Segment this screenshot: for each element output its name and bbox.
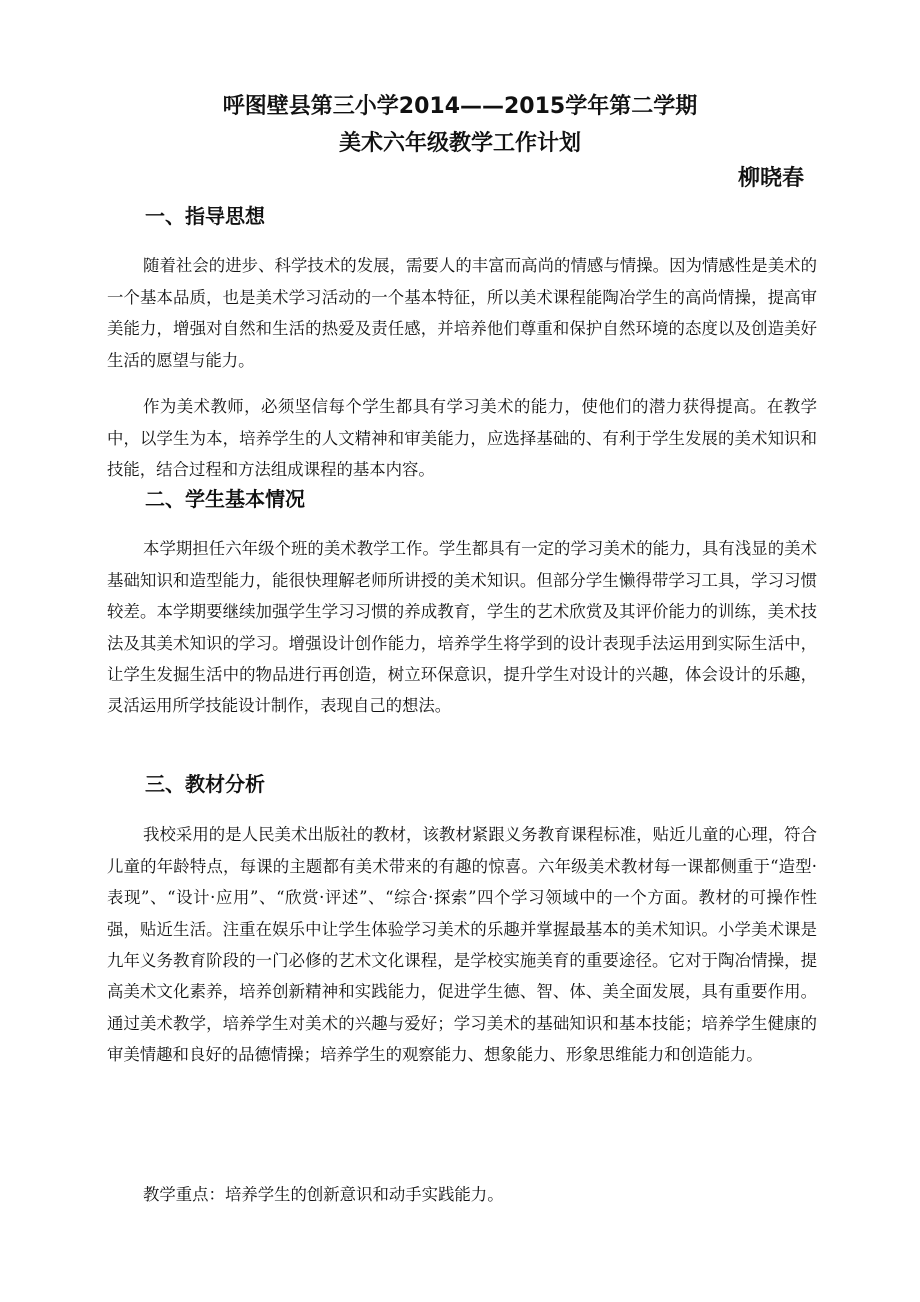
document-title-line2: 美术六年级教学工作计划 xyxy=(338,131,581,156)
section3-paragraph-1: 我校采用的是人民美术出版社的教材，该教材紧跟义务教育课程标准，贴近儿童的心理，符合儿童的年龄特点，每课的主题都有美术带来的有趣的惊喜。六年级美术教材每一课都侧重于“造型·表现”、“设计·应用”、“欣赏·评述”、“综合·探索”四个学习领域中的一个方面。教材的可操作性强，贴近生活。注重在娱乐中让学生体验学习美术的乐趣并掌握最基本的美术知识。小学美术课是九年义务教育阶段的一门必修的艺术文化课程，是学校实施美育的重要途径。它对于陶冶情操，提高美术文化素养，培养创新精神和实践能力，促进学生德、智、体、美全面发展，具有重要作用。通过美术教学，培养学生对美术的兴趣与爱好；学习美术的基础知识和基本技能；培养学生健康的审美情趣和良好的品德情操；培养学生的观察能力、想象能力、形象思维能力和创造能力。 xyxy=(107,825,817,1065)
section1-paragraph-1: 随着社会的进步、科学技术的发展，需要人的丰富而高尚的情感与情操。因为情感性是美术的一个基本品质，也是美术学习活动的一个基本特征，所以美术课程能陶冶学生的高尚情操，提高审美能力，增强对自然和生活的热爱及责任感，并培养他们尊重和保护自然环境的态度以及创造美好生活的愿望与能力。 xyxy=(107,256,817,370)
section-heading-textbook-analysis: 三、教材分析 xyxy=(145,772,265,796)
section-heading-student-situation: 二、学生基本情况 xyxy=(145,487,305,511)
section1-paragraph-2: 作为美术教师，必须坚信每个学生都具有学习美术的能力，使他们的潜力获得提高。在教学中，以学生为本，培养学生的人文精神和审美能力，应选择基础的、有利于学生发展的美术知识和技能，结合过程和方法组成课程的基本内容。 xyxy=(107,397,817,480)
document-title-line1: 呼图壁县第三小学2014——2015学年第二学期 xyxy=(222,94,698,119)
section-heading-guiding-thought: 一、指导思想 xyxy=(145,204,265,228)
section2-paragraph-1: 本学期担任六年级个班的美术教学工作。学生都具有一定的学习美术的能力，具有浅显的美术基础知识和造型能力，能很快理解老师所讲授的美术知识。但部分学生懒得带学习工具，学习习惯较差。本学期要继续加强学生学习习惯的养成教育，学生的艺术欣赏及其评价能力的训练，美术技法及其美术知识的学习。增强设计创作能力，培养学生将学到的设计表现手法运用到实际生活中，让学生发掘生活中的物品进行再创造，树立环保意识，提升学生对设计的兴趣，体会设计的乐趣，灵活运用所学技能设计制作，表现自己的想法。 xyxy=(107,539,817,716)
section3-paragraph-2: 教学重点：培养学生的创新意识和动手实践能力。 xyxy=(143,1185,504,1205)
author-name: 柳晓春 xyxy=(738,166,805,191)
